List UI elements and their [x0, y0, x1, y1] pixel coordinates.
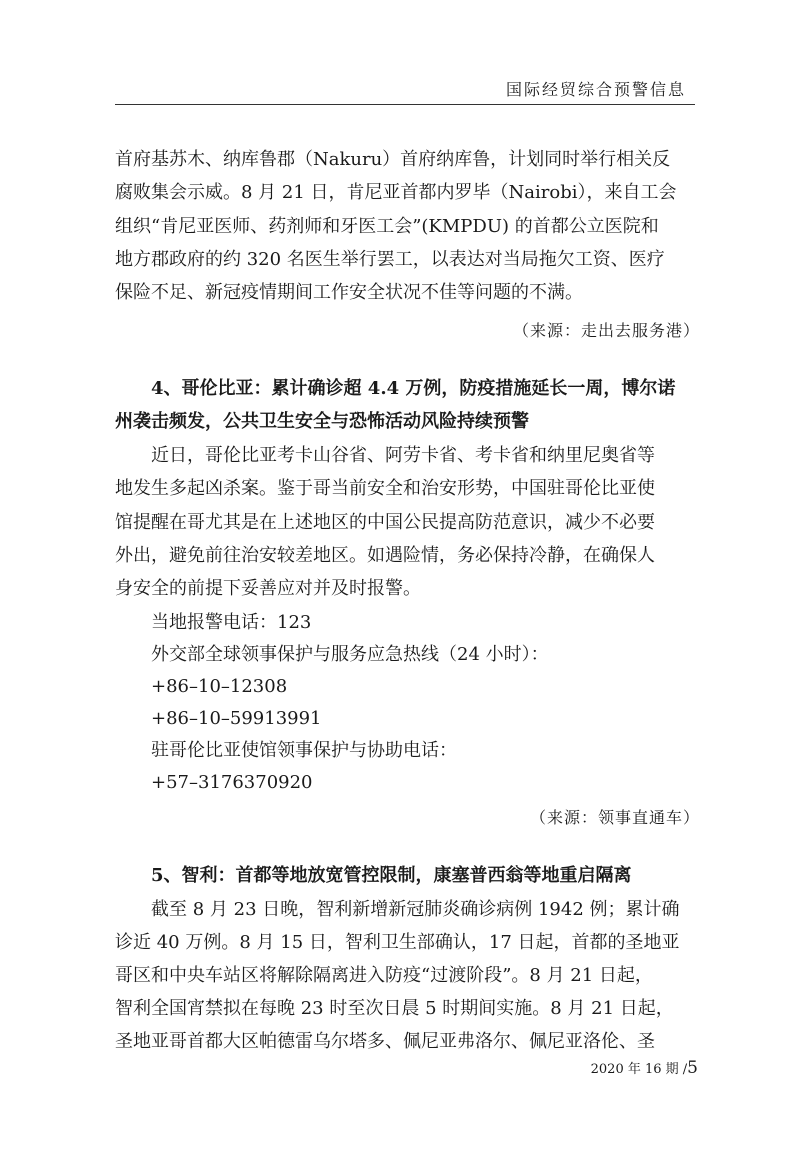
paragraph-line: 组织“肯尼亚医师、药剂师和牙医工会”(KMPDU) 的首都公立医院和: [115, 216, 659, 237]
paragraph-line: 腐败集会示威。8 月 21 日，肯尼亚首都内罗毕（Nairobi），来自工会: [115, 182, 677, 203]
paragraph-line: 圣地亚哥首都大区帕德雷乌尔塔多、佩尼亚弗洛尔、佩尼亚洛伦、圣: [115, 1031, 655, 1052]
paragraph-line: 身安全的前提下妥善应对并及时报警。: [115, 578, 421, 599]
paragraph-line: 哥区和中央车站区将解除隔离进入防疫“过渡阶段”。8 月 21 日起，: [115, 965, 653, 986]
contact-line: +57–3176370920: [151, 772, 313, 793]
paragraph-line: 地发生多起凶杀案。鉴于哥当前安全和治安形势，中国驻哥伦比亚使: [115, 478, 655, 499]
section-heading: 4、哥伦比亚：累计确诊超 4.4 万例，防疫措施延长一周，博尔诺: [151, 378, 676, 399]
contact-line: 当地报警电话：123: [151, 612, 312, 633]
paragraph-line: 保险不足、新冠疫情期间工作安全状况不佳等问题的不满。: [115, 282, 583, 303]
contact-line: +86–10–12308: [151, 676, 288, 697]
contact-line: +86–10–59913991: [151, 708, 322, 729]
section-heading: 5、智利：首都等地放宽管控限制，康塞普西翁等地重启隔离: [151, 865, 632, 886]
paragraph-line: 诊近 40 万例。8 月 15 日，智利卫生部确认，17 日起，首都的圣地亚: [115, 932, 680, 953]
paragraph-line: 智利全国宵禁拟在每晚 23 时至次日晨 5 时期间实施。8 月 21 日起，: [115, 998, 674, 1019]
source-note: （来源：领事直通车）: [529, 808, 700, 827]
paragraph-line: 近日，哥伦比亚考卡山谷省、阿劳卡省、考卡省和纳里尼奥省等: [151, 445, 655, 466]
issue-label: 2020 年 16 期 /: [590, 1062, 688, 1077]
section-heading: 州袭击频发，公共卫生安全与恐怖活动风险持续预警: [115, 411, 529, 432]
page-number: 5: [687, 1058, 698, 1078]
contact-line: 驻哥伦比亚使馆领事保护与协助电话：: [151, 740, 457, 761]
contact-line: 外交部全球领事保护与服务应急热线（24 小时）：: [151, 644, 549, 665]
page-footer: [591, 1058, 698, 1078]
paragraph-line: 首府基苏木、纳库鲁郡（Nakuru）首府纳库鲁，计划同时举行相关反: [115, 149, 671, 170]
header-rule: [115, 104, 695, 105]
paragraph-line: 截至 8 月 23 日晚，智利新增新冠肺炎确诊病例 1942 例；累计确: [151, 899, 680, 920]
header-title: 国际经贸综合预警信息: [505, 80, 686, 99]
paragraph-line: 馆提醒在哥尤其是在上述地区的中国公民提高防范意识，减少不必要: [115, 512, 655, 533]
paragraph-line: 地方郡政府的约 320 名医生举行罢工，以表达对当局拖欠工资、医疗: [115, 249, 665, 270]
paragraph-line: 外出，避免前往治安较差地区。如遇险情，务必保持冷静，在确保人: [115, 545, 655, 566]
source-note: （来源：走出去服务港）: [512, 321, 700, 340]
